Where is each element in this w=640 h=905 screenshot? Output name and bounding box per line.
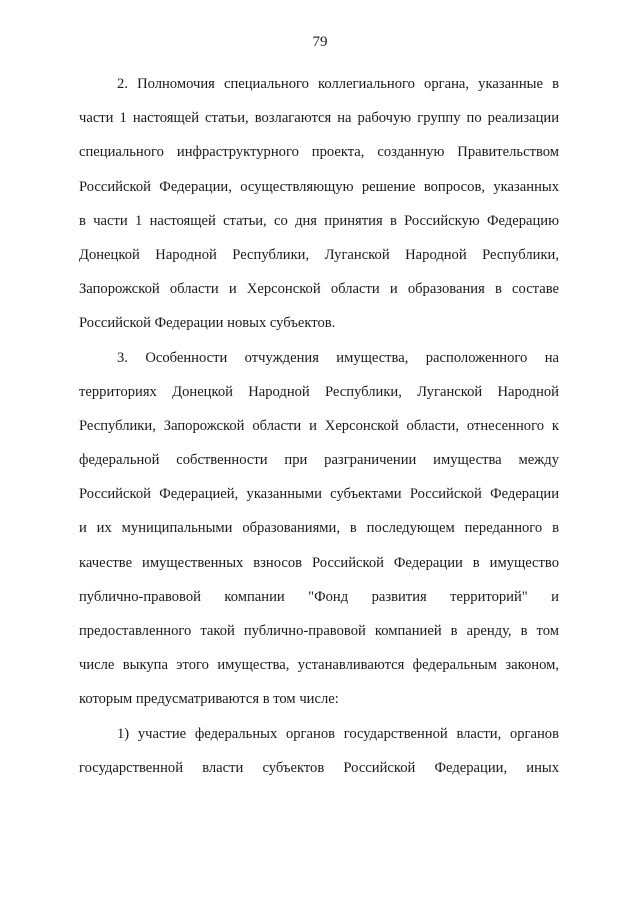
page-number: 79	[312, 34, 328, 50]
text-line: Республики, Запорожской области и Херсонской области, отнесенного к	[79, 417, 559, 434]
text-line: территориях Донецкой Народной Республики, Луганской Народной	[79, 383, 559, 400]
text-line: Запорожской области и Херсонской области и образования в составе	[79, 281, 559, 298]
text-line: Российской Федерацией, указанными субъектами Российской Федерации	[79, 486, 559, 503]
text-line: качестве имущественных взносов Российской Федерации в имущество	[79, 554, 559, 571]
text-line: Российской Федерации, осуществляющую решение вопросов, указанных	[79, 178, 559, 195]
text-line: и их муниципальными образованиями, в последующем переданного в	[79, 520, 559, 537]
text-line: числе выкупа этого имущества, устанавливаются федеральным законом,	[79, 657, 559, 674]
text-line: 2. Полномочия специального коллегиального органа, указанные в	[117, 76, 559, 92]
text-line: Донецкой Народной Республики, Луганской Народной Республики,	[79, 246, 559, 263]
text-line: государственной власти субъектов Российской Федерации, иных	[79, 759, 559, 776]
text-line: части 1 настоящей статьи, возлагаются на рабочую группу по реализации	[79, 110, 559, 127]
text-line: публично-правовой компании "Фонд развития территорий" и	[79, 588, 559, 605]
text-line: федеральной собственности при разграничении имущества между	[79, 452, 559, 469]
text-line: предоставленного такой публично-правовой компанией в аренду, в том	[79, 623, 559, 639]
text-line: 1) участие федеральных органов государственной власти, органов	[117, 725, 559, 742]
text-line: которым предусматриваются в том числе:	[79, 691, 339, 708]
text-line: специального инфраструктурного проекта, созданную Правительством	[79, 144, 559, 161]
text-line: Российской Федерации новых субъектов.	[79, 315, 336, 332]
text-line: 3. Особенности отчуждения имущества, расположенного на	[117, 349, 559, 366]
document-body	[79, 67, 559, 785]
text-line: в части 1 настоящей статьи, со дня принятия в Российскую Федерацию	[79, 212, 559, 229]
